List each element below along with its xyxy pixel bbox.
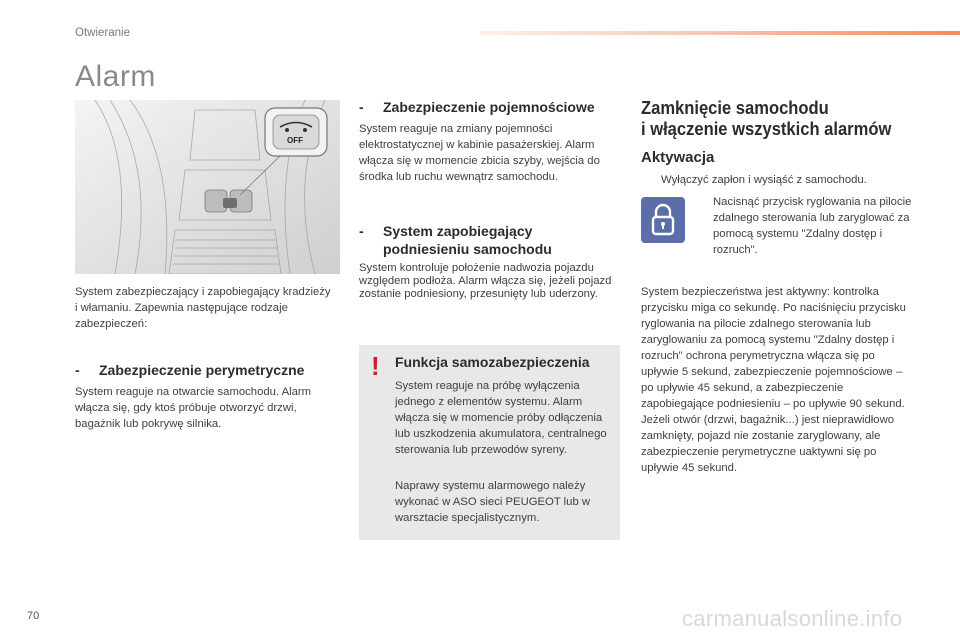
tilt-heading-line2: podniesieniu samochodu	[383, 241, 552, 257]
activation-status-text: System bezpieczeństwa jest aktywny: kontrolka przycisku miga co sekundę. Po naciśnięciu przycisku ryglowania na pilocie zdalnego sterowania lub zaryglowaniu za pomocą systemu "Zdalny dostęp i rozruch" ochrona perymetryczna włącza się po upływie 5 sekund, zabezpieczenie pojemnościowe – po upływie 45 sekund, a zabezpieczenie zapobiegające podniesieniu – po upływie 90 sekund. Jeżeli otwór (drzwi, bagażnik...) jest nieprawidłowo zamknięty, pojazd nie zostanie zaryglowany, ale zabezpieczenie perymetryczne uaktywni się po upływie 45 sekund.	[641, 286, 906, 474]
self-protection-box	[359, 345, 620, 540]
header-accent-bar	[480, 31, 960, 35]
off-button-label: OFF	[287, 136, 303, 145]
page-number: 70	[27, 610, 40, 622]
console-photo	[75, 100, 340, 274]
activation-step-1	[641, 172, 921, 188]
self-protection-text: System reaguje na próbę wyłączenia jednego z elementów systemu. Alarm włącza się w momencie próby odłączenia lub uszkodzenia akumulatora, centralnego sterowania lub przewodów syreny.	[395, 380, 607, 456]
closing-heading	[641, 98, 908, 140]
tilt-heading	[359, 222, 634, 258]
closing-heading-line2: i włączenie wszystkich alarmów	[641, 119, 892, 139]
activation-step-2	[693, 194, 913, 258]
activation-heading: Aktywacja	[641, 149, 715, 166]
tilt-dash: -	[359, 223, 364, 239]
volumetric-heading-text: Zabezpieczenie pojemnościowe	[383, 99, 595, 115]
perimeter-text: System reaguje na otwarcie samochodu. Alarm włącza się, gdy ktoś próbuje otworzyć drzwi, bagażnik lub pokrywę silnika.	[75, 386, 312, 430]
volumetric-text: System reaguje na zmiany pojemności elektrostatycznej w kabinie pasażerskiej. Alarm włącza się w momencie zbicia szyby, wejścia do środka lub ruchu wewnątrz samochodu.	[359, 123, 600, 183]
bullet-mark	[693, 194, 703, 258]
lock-button-icon	[641, 197, 685, 243]
tilt-heading-line1: System zapobiegający	[383, 223, 533, 239]
perimeter-dash: -	[75, 362, 80, 378]
console-illustration	[75, 100, 340, 274]
section-label: Otwieranie	[75, 27, 130, 39]
warning-icon: !	[371, 351, 380, 381]
self-protection-service-text: Naprawy systemu alarmowego należy wykonać w ASO sieci PEUGEOT lub w warsztacie specjalistycznym.	[395, 480, 591, 524]
perimeter-heading-text: Zabezpieczenie perymetryczne	[99, 362, 305, 378]
intro-text: System zabezpieczający i zapobiegający kradzieży i włamaniu. Zapewnia następujące rodzaje zabezpieczeń:	[75, 286, 331, 330]
bullet-mark	[641, 172, 651, 188]
activation-step-2-text: Nacisnąć przycisk ryglowania na pilocie zdalnego sterowania lub zaryglować za pomocą systemu "Zdalny dostęp i rozruch".	[713, 196, 912, 256]
activation-step-1-text: Wyłączyć zapłon i wysiąść z samochodu.	[661, 174, 867, 186]
padlock-icon	[641, 197, 685, 243]
watermark: carmanualsonline.info	[682, 606, 903, 631]
tilt-text: System kontroluje położenie nadwozia pojazdu względem podłoża. Alarm włącza się, jeżeli pojazd zostanie podniesiony, przesunięty lub uderzony.	[359, 262, 612, 300]
perimeter-heading	[75, 362, 350, 378]
volumetric-dash: -	[359, 99, 364, 115]
volumetric-heading	[359, 99, 634, 115]
page-title: Alarm	[75, 60, 156, 93]
self-protection-title: Funkcja samozabezpieczenia	[395, 354, 590, 370]
closing-heading-line1: Zamknięcie samochodu	[641, 98, 829, 118]
